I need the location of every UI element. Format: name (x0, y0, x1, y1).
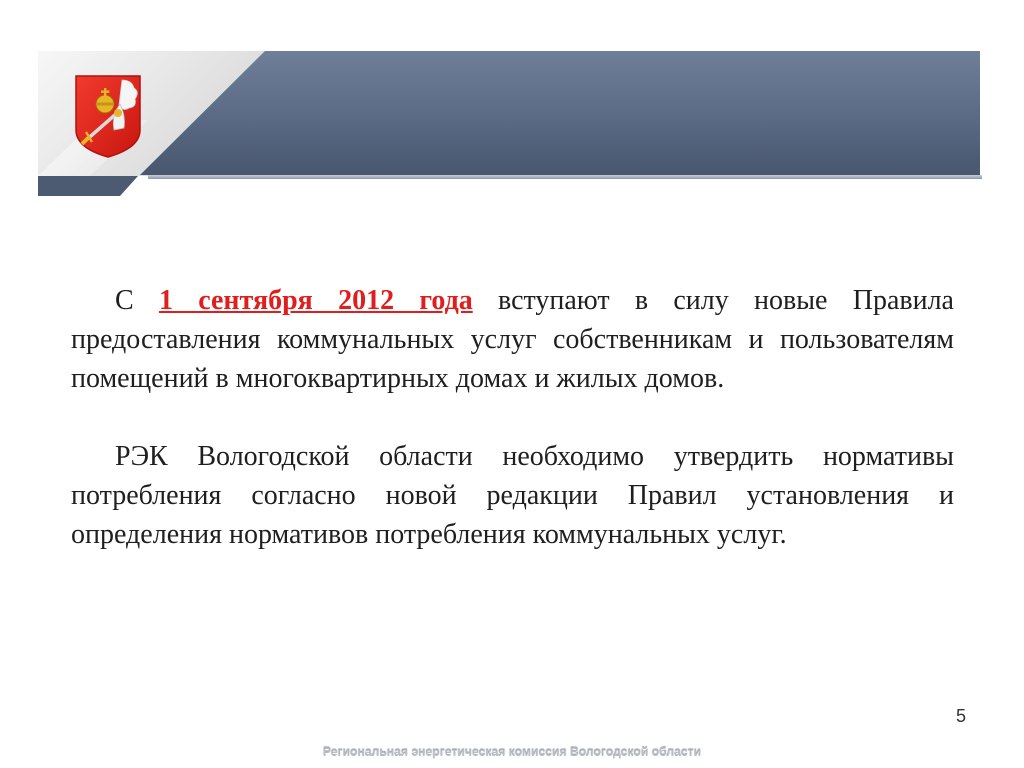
paragraph-effective-date (71, 281, 954, 398)
header-band (140, 51, 980, 175)
paragraph-rest: вступают в силу новые Правила предоставления коммунальных услуг собственникам и пользователям помещений в многоквартирных домах и жилых домов. (71, 285, 954, 394)
body-text (71, 281, 954, 554)
paragraph-lead: С (115, 285, 159, 316)
header-bottom-accent (38, 176, 138, 196)
paragraph-rek-task: РЭК Вологодской области необходимо утвердить нормативы потребления согласно новой редакции Правил установления и определения нормативов потребления коммунальных услуг. (71, 441, 954, 550)
page-number: 5 (955, 706, 966, 726)
vologda-coat-of-arms-icon (74, 74, 142, 159)
footer-organization: Региональная энергетическая комиссия Вологодской области (322, 745, 702, 759)
header-underline (148, 175, 982, 179)
effective-date-highlight: 1 сентября 2012 года (158, 285, 473, 316)
